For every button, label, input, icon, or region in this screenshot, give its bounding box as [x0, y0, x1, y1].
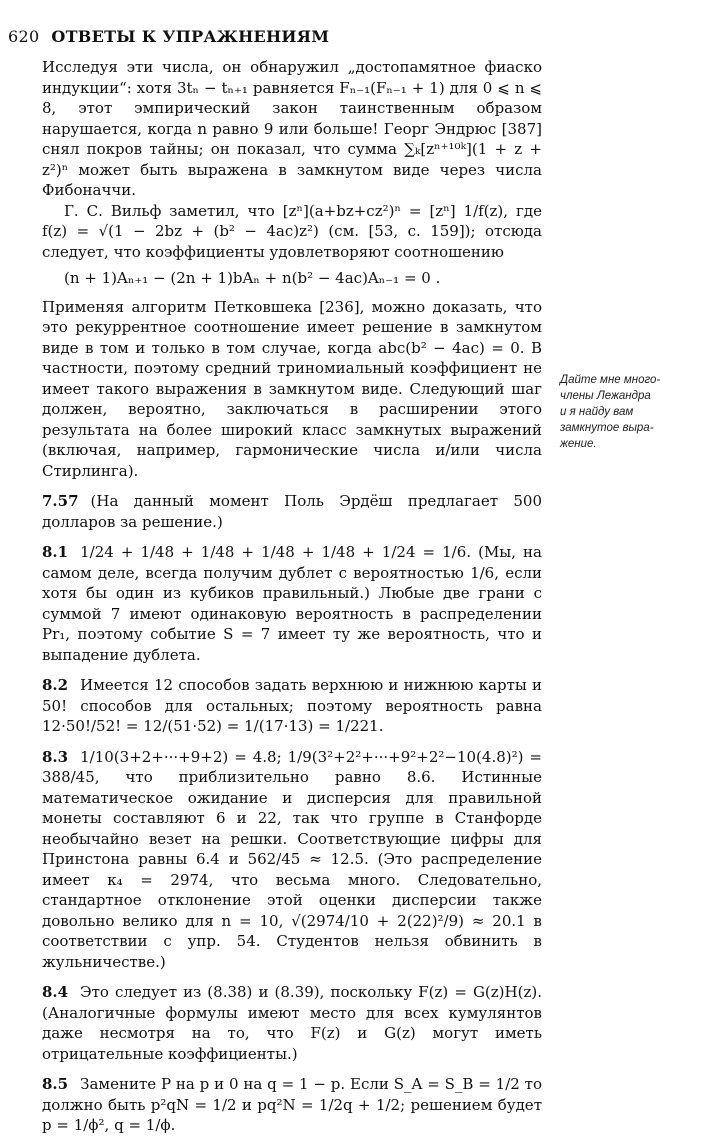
main-text [42, 57, 542, 1136]
exercise-number: 8.3 [42, 747, 69, 766]
exercise-text: 1/10(3+2+···+9+2) = 4.8; 1/9(3²+2²+···+9²+2²−10(4.8)²) = 388/45, что приблизительно равно 8.6. Истинные математическое ожидание и дисперсия для правильной монеты составляют 6 и 22, так что группе в Станфорде необычайно везет на решки. Соответствующие цифры для Принстона равны 6.4 и 562/45 ≈ 12.5. (Это распределение имеет κ₄ = 2974, что весьма много. Следовательно, стандартное отклонение этой оценки дисперсии также довольно велико для n = 10, √(2974/10 + 2(22)²/9) ≈ 20.1 в соответствии с упр. 54. Студентов нельзя обвинить в жульничестве.) [42, 747, 542, 971]
exercise-answer [42, 675, 542, 737]
margin-note-line: жение. [560, 438, 597, 450]
exercise-number: 8.2 [42, 676, 69, 694]
exercise-answer [42, 982, 542, 1064]
exercise-answer [42, 1074, 542, 1136]
exercise-number: 8.1 [42, 543, 69, 561]
exercise-number: 7.57 [42, 492, 79, 510]
paragraph: Применяя алгоритм Петковшека [236], можно доказать, что это рекуррентное соотношение имеет решение в замкнутом виде в том и только в том случае, когда abc(b² − 4ac) = 0. В частности, поэтому средний триномиальный коэффициент не имеет такого выражения в замкнутом виде. Следующий шаг должен, вероятно, заключаться в расширении этого результата на более широкий класс замкнутых выражений (включая, например, гармонические числа и/или числа Стирлинга). [42, 297, 542, 480]
exercise-text: 1/24 + 1/48 + 1/48 + 1/48 + 1/48 + 1/24 = 1/6. (Мы, на самом деле, всегда получим дублет с вероятностью 1/6, если хотя бы один из кубиков правильный.) Любые две грани с суммой 7 имеют одинаковую вероятность в распределении Pr₁, поэтому событие S = 7 имеет ту же вероятность, что и выпадение дублета. [42, 543, 542, 664]
exercise-number: 8.5 [42, 1075, 69, 1093]
margin-note-line: Дайте мне много- [560, 374, 661, 386]
exercise-text: Замените P на p и 0 на q = 1 − p. Если S_A = S_B = 1/2 то должно быть p²qN = 1/2 и pq²N = 1/2q + 1/2; решением будет p = 1/ϕ², q = 1/ϕ. [42, 1075, 542, 1134]
margin-note [560, 372, 698, 452]
margin-note-line: замкнутое выра- [560, 422, 654, 434]
running-header [8, 27, 329, 46]
exercise-text: Это следует из (8.38) и (8.39), поскольку F(z) = G(z)H(z). (Аналогичные формулы имеют место для всех кумулянтов даже несмотря на то, что F(z) и G(z) могут иметь отрицательные коэффициенты.) [42, 983, 542, 1063]
exercise-answer [42, 491, 542, 532]
exercise-answer [42, 542, 542, 665]
exercise-text: (На данный момент Поль Эрдёш предлагает 500 долларов за решение.) [42, 492, 542, 531]
margin-note-line: члены Лежандра [560, 390, 651, 402]
paragraph: Исследуя эти числа, он обнаружил „достопамятное фиаско индукции“: хотя 3tₙ − tₙ₊₁ равняется Fₙ₋₁(Fₙ₋₁ + 1) для 0 ⩽ n ⩽ 8, этот эмпирический закон таинственным образом нарушается, когда n равно 9 или больше! Георг Эндрюс [387] снял покров тайны; он показал, что сумма ∑ₖ[zⁿ⁺¹⁰ᵏ](1 + z + z²)ⁿ может быть выражена в замкнутом виде через числа Фибоначчи. [42, 58, 542, 199]
exercise-text: Имеется 12 способов задать верхнюю и нижнюю карты и 50! способов для остальных; поэтому вероятность равна 12·50!/52! = 12/(51·52) = 1/(17·13) = 1/221. [42, 676, 542, 735]
margin-note-line: и я найду вам [560, 406, 634, 418]
paragraph: Г. С. Вильф заметил, что [zⁿ](a+bz+cz²)ⁿ = [zⁿ] 1/f(z), где f(z) = √(1 − 2bz + (b² − 4ac)z²) (см. [53, с. 159]); отсюда следует, что коэффициенты удовлетворяют соотношению [42, 201, 542, 261]
chapter-title: ОТВЕТЫ К УПРАЖНЕНИЯМ [51, 27, 330, 46]
displayed-equation: (n + 1)Aₙ₊₁ − (2n + 1)bAₙ + n(b² − 4ac)Aₙ₋₁ = 0 . [64, 269, 441, 287]
exercise-answer [42, 747, 542, 973]
exercise-number: 8.4 [42, 983, 69, 1001]
page-number: 620 [8, 27, 40, 46]
